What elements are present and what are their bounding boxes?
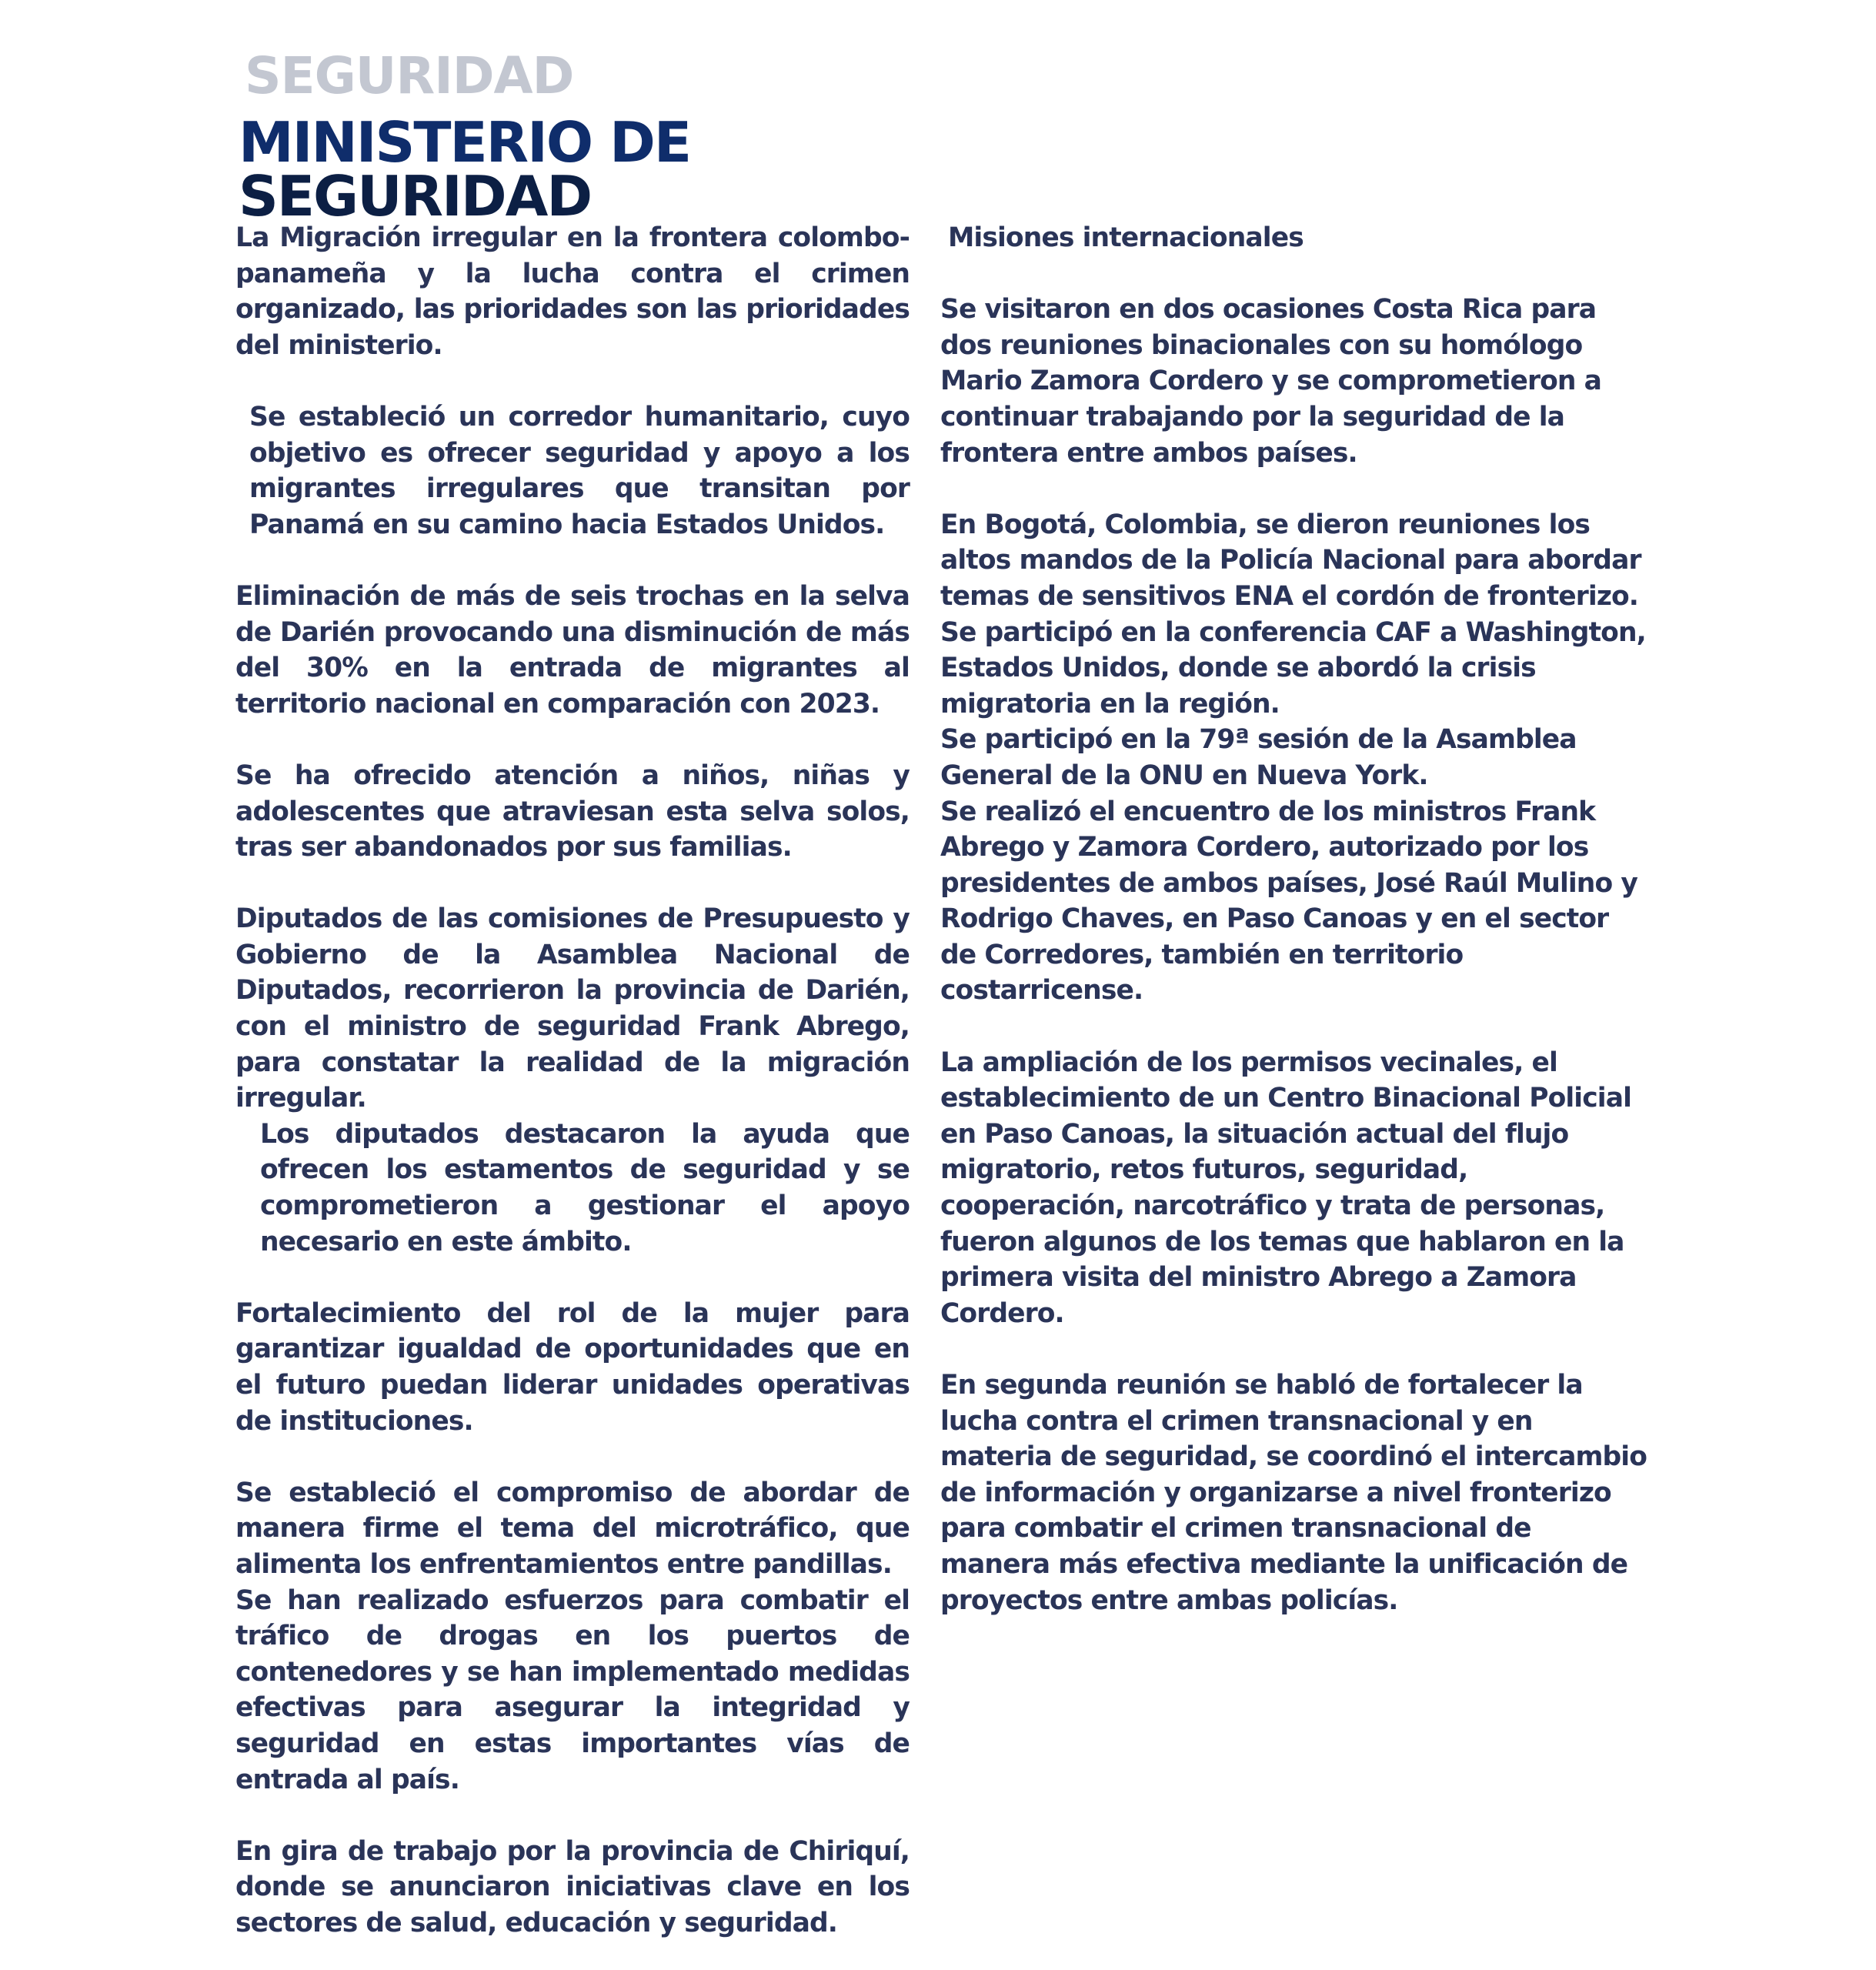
left-paragraph-trochas: Eliminación de más de seis trochas en la selva de Darién provocando una disminución de más del 30% en la entrada de migrantes al territorio nacional en comparación con 2023. [235, 580, 910, 720]
right-paragraph-onu: Se participó en la 79ª sesión de la Asamblea General de la ONU en Nueva York. [940, 724, 1577, 791]
left-paragraph-deputies-visit: Diputados de las comisiones de Presupuesto y Gobierno de la Asamblea Nacional de Diputados, recorrieron la provincia de Darién, con el ministro de seguridad Frank Abrego, para constatar la realidad de la migración irregular. [235, 903, 910, 1114]
page-title-line-2: SEGURIDAD [239, 164, 592, 229]
right-paragraph-costa-rica: Se visitaron en dos ocasiones Costa Rica para dos reuniones binacionales con su homólogo Mario Zamora Cordero y se comprometieron a continuar trabajando por la seguridad de la frontera entre ambos países. [940, 294, 1602, 469]
left-paragraph-priorities: La Migración irregular en la frontera colombo-panameña y la lucha contra el crimen organizado, las prioridades son las prioridades del ministerio. [235, 222, 910, 361]
right-paragraph-bogota: En Bogotá, Colombia, se dieron reuniones los altos mandos de la Policía Nacional para abordar temas de sensitivos ENA el cordón de fronterizo. Se participó en la conferencia CAF a Washington, Estados Unidos, donde se abordó la crisis migratoria en la región. [940, 509, 1646, 720]
left-paragraph-microtrafficking: Se estableció el compromiso de abordar de manera firme el tema del microtráfico, que alimenta los enfrentamientos entre pandillas. [235, 1477, 910, 1580]
left-paragraph-deputies-support: Los diputados destacaron la ayuda que ofrecen los estamentos de seguridad y se comprometieron a gestionar el apoyo necesario en este ámbito. [260, 1118, 910, 1257]
left-paragraph-humanitarian-corridor: Se estableció un corredor humanitario, cuyo objetivo es ofrecer seguridad y apoyo a los migrantes irregulares que transitan por Panamá en su camino hacia Estados Unidos. [249, 401, 910, 540]
right-paragraph-second-meeting: En segunda reunión se habló de fortalecer la lucha contra el crimen transnacional y en materia de seguridad, se coordinó el intercambio de información y organizarse a nivel fronterizo para combatir el crimen transnacional de manera más efectiva mediante la unificación de proyectos entre ambas policías. [940, 1370, 1647, 1616]
left-column [235, 220, 910, 1942]
page-title-line-1: MINISTERIO DE [239, 110, 691, 175]
right-paragraph-first-visit: La ampliación de los permisos vecinales, el establecimiento de un Centro Binacional Policial en Paso Canoas, la situación actual del flujo migratorio, retos futuros, seguridad, cooperación, narcotráfico y trata de personas, fueron algunos de los temas que hablaron en la primera visita del ministro Abrego a Zamora Cordero. [940, 1047, 1632, 1329]
left-paragraph-chiriqui-tour: En gira de trabajo por la provincia de Chiriquí, donde se anunciaron iniciativas clave en los sectores de salud, educación y seguridad. [235, 1835, 910, 1938]
right-column [940, 220, 1648, 1618]
right-subheading: Misiones internacionales [948, 222, 1304, 253]
page-title [239, 110, 691, 229]
section-label: SEGURIDAD [245, 46, 574, 105]
right-paragraph-ministers-meeting: Se realizó el encuentro de los ministros Frank Abrego y Zamora Cordero, autorizado por los presidentes de ambos países, José Raúl Mulino y Rodrigo Chaves, en Paso Canoas y en el sector de Corredores, también en territorio costarricense. [940, 796, 1637, 1007]
left-paragraph-container-ports: Se han realizado esfuerzos para combatir el tráfico de drogas en los puertos de contenedores y se han implementado medidas efectivas para asegurar la integridad y seguridad en estas importantes vías de entrada al país. [235, 1584, 910, 1795]
left-paragraph-children: Se ha ofrecido atención a niños, niñas y adolescentes que atraviesan esta selva solos, tras ser abandonados por sus familias. [235, 760, 910, 863]
left-paragraph-women-role: Fortalecimiento del rol de la mujer para garantizar igualdad de oportunidades que en el futuro puedan liderar unidades operativas de instituciones. [235, 1297, 910, 1437]
